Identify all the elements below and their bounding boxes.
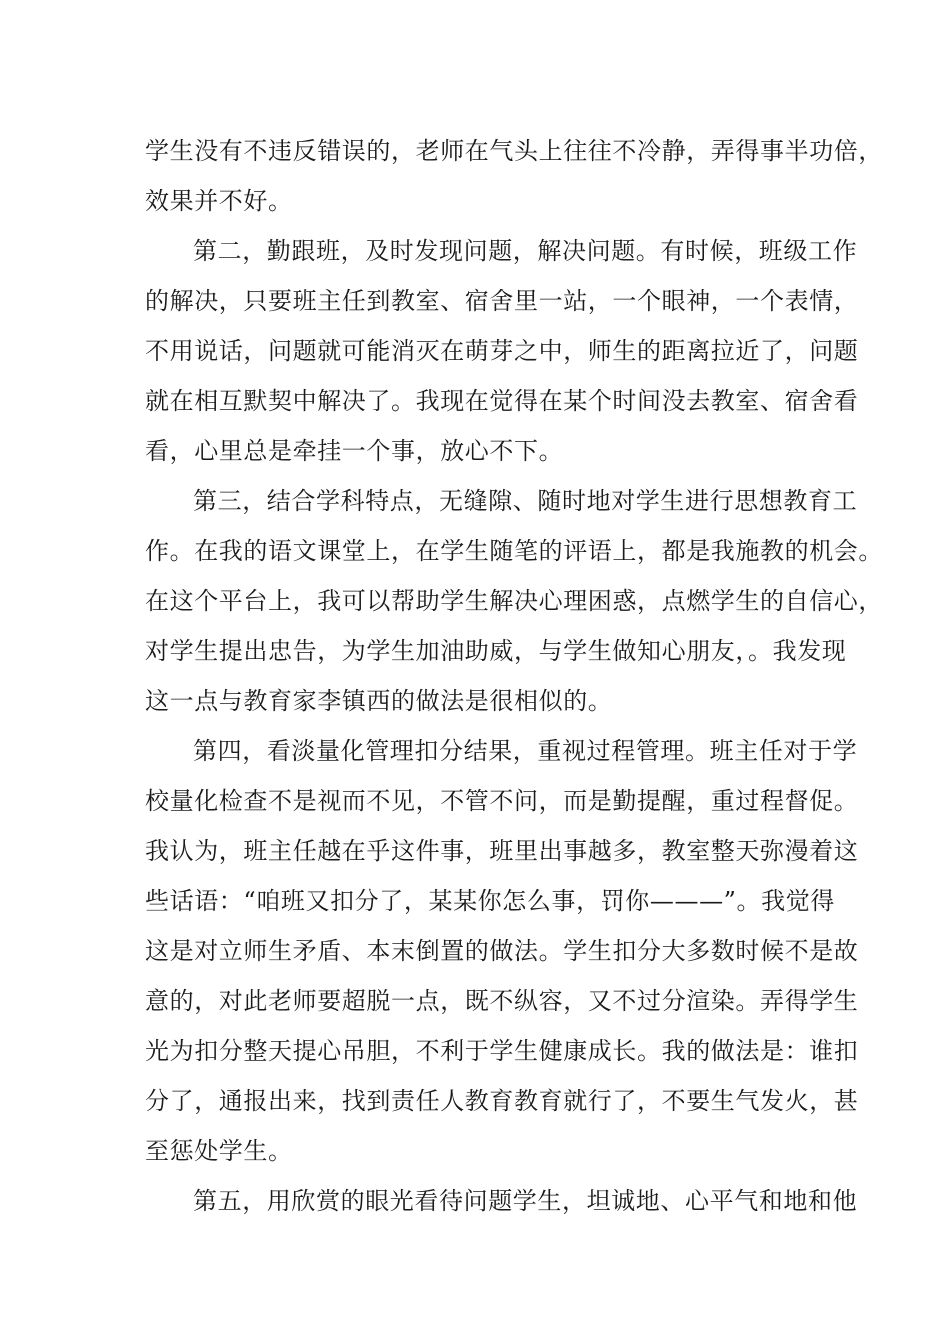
text-line: 光为扣分整天提心吊胆，不利于学生健康成长。我的做法是：谁扣 — [145, 1037, 859, 1065]
text-line: 不用说话，问题就可能消灭在萌芽之中，师生的距离拉近了，问题 — [145, 337, 859, 365]
text-line: 就在相互默契中解决了。我现在觉得在某个时间没去教室、宿舍看 — [145, 387, 859, 415]
paragraph-start-line: 第二，勤跟班，及时发现问题，解决问题。有时候，班级工作 — [193, 237, 858, 265]
text-line: 些话语：“咱班又扣分了，某某你怎么事，罚你———”。我觉得 — [145, 887, 835, 915]
text-line: 意的，对此老师要超脱一点，既不纵容，又不过分渲染。弄得学生 — [145, 987, 859, 1015]
text-line: 至惩处学生。 — [145, 1137, 293, 1165]
text-line: 效果并不好。 — [145, 187, 293, 215]
text-line: 看，心里总是牵挂一个事，放心不下。 — [145, 437, 564, 465]
text-line: 分了，通报出来，找到责任人教育教育就行了，不要生气发火，甚 — [145, 1087, 859, 1115]
text-line: 学生没有不违反错误的，老师在气头上往往不冷静，弄得事半功倍， — [145, 137, 883, 165]
text-line: 我认为，班主任越在乎这件事，班里出事越多，教室整天弥漫着这 — [145, 837, 859, 865]
text-line: 的解决，只要班主任到教室、宿舍里一站，一个眼神，一个表情， — [145, 287, 859, 315]
text-line: 这是对立师生矛盾、本末倒置的做法。学生扣分大多数时候不是故 — [145, 937, 859, 965]
text-line: 校量化检查不是视而不见，不管不问，而是勤提醒，重过程督促。 — [145, 787, 859, 815]
paragraph-start-line: 第三，结合学科特点，无缝隙、随时地对学生进行思想教育工 — [193, 487, 858, 515]
text-line: 作。在我的语文课堂上，在学生随笔的评语上，都是我施教的机会。 — [145, 537, 883, 565]
text-line: 在这个平台上，我可以帮助学生解决心理困惑，点燃学生的自信心， — [145, 587, 883, 615]
text-line: 这一点与教育家李镇西的做法是很相似的。 — [145, 687, 613, 715]
paragraph-start-line: 第四，看淡量化管理扣分结果，重视过程管理。班主任对于学 — [193, 737, 858, 765]
paragraph-start-line: 第五，用欣赏的眼光看待问题学生，坦诚地、心平气和地和他 — [193, 1187, 858, 1215]
text-line: 对学生提出忠告，为学生加油助威，与学生做知心朋友，。我发现 — [145, 637, 847, 665]
